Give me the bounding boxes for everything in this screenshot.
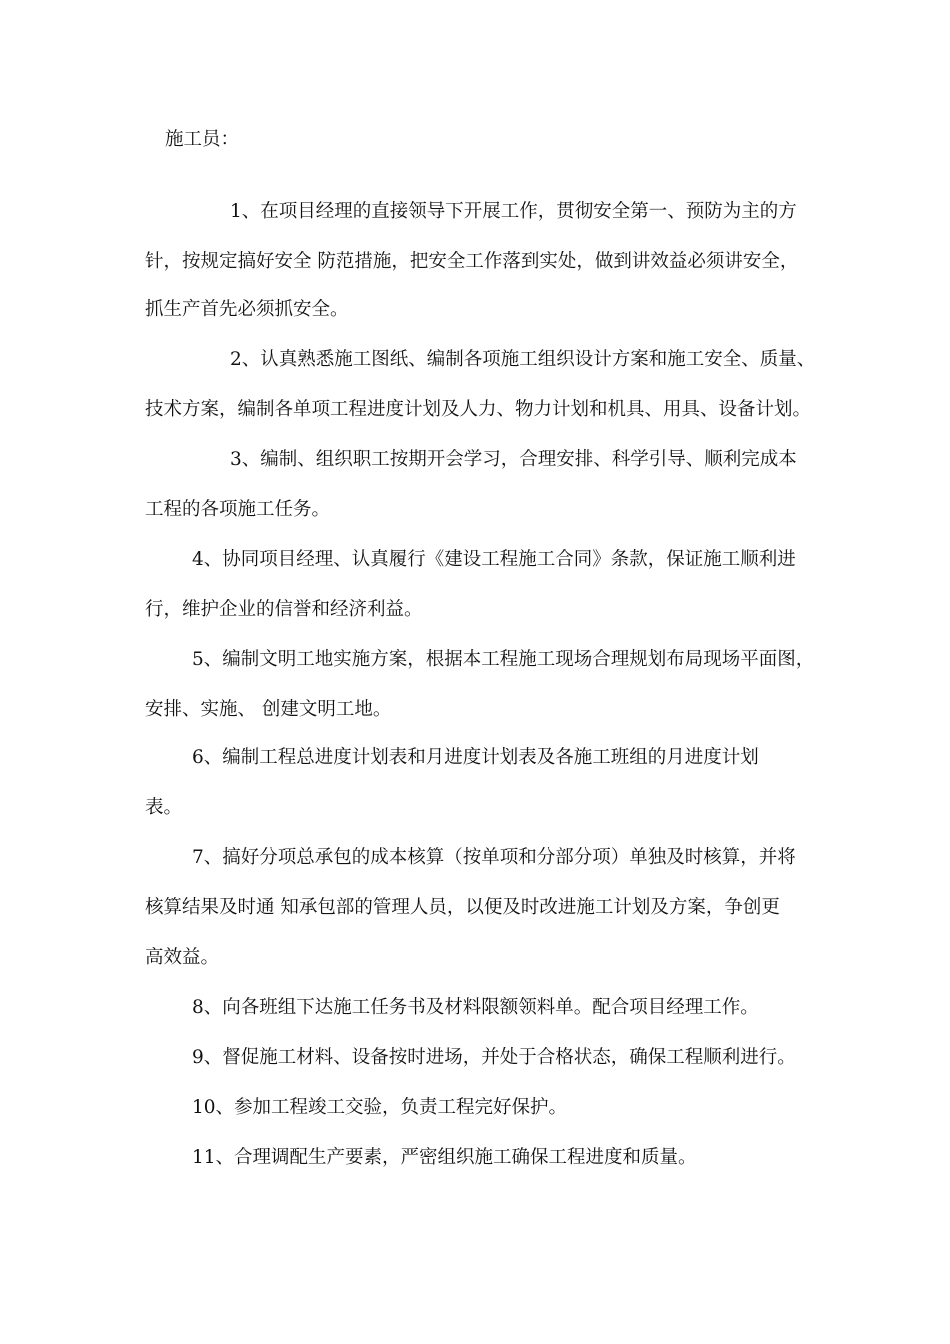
paragraph-4-line-1: 4、协同项目经理、认真履行《建设工程施工合同》条款，保证施工顺利进: [192, 549, 796, 570]
paragraph-7-line-2: 核算结果及时通 知承包部的管理人员，以便及时改进施工计划及方案，争创更: [145, 897, 780, 918]
document-title: 施工员：: [165, 129, 240, 150]
paragraph-5-line-2: 安排、实施、 创建文明工地。: [145, 699, 392, 720]
paragraph-10-line-1: 10、参加工程竣工交验，负责工程完好保护。: [192, 1097, 568, 1118]
paragraph-7-line-1: 7、搞好分项总承包的成本核算（按单项和分部分项）单独及时核算，并将: [192, 847, 796, 868]
paragraph-8-line-1: 8、向各班组下达施工任务书及材料限额领料单。配合项目经理工作。: [192, 997, 759, 1018]
paragraph-1-line-3: 抓生产首先必须抓安全。: [145, 299, 349, 320]
paragraph-7-line-3: 高效益。: [145, 947, 220, 968]
paragraph-3-line-1: 3、编制、组织职工按期开会学习，合理安排、科学引导、顺利完成本: [230, 449, 797, 470]
paragraph-11-line-1: 11、合理调配生产要素，严密组织施工确保工程进度和质量。: [192, 1147, 697, 1168]
paragraph-1-line-2: 针，按规定搞好安全 防范措施，把安全工作落到实处，做到讲效益必须讲安全，: [145, 251, 799, 272]
paragraph-5-line-1: 5、编制文明工地实施方案，根据本工程施工现场合理规划布局现场平面图，: [192, 649, 815, 670]
paragraph-3-line-2: 工程的各项施工任务。: [145, 499, 331, 520]
paragraph-6-line-2: 表。: [145, 797, 183, 818]
paragraph-9-line-1: 9、督促施工材料、设备按时进场，并处于合格状态，确保工程顺利进行。: [192, 1047, 796, 1068]
paragraph-2-line-2: 技术方案，编制各单项工程进度计划及人力、物力计划和机具、用具、设备计划。: [145, 399, 812, 420]
paragraph-1-line-1: 1、在项目经理的直接领导下开展工作，贯彻安全第一、预防为主的方: [230, 201, 797, 222]
paragraph-2-line-1: 2、认真熟悉施工图纸、编制各项施工组织设计方案和施工安全、质量、: [230, 349, 816, 370]
paragraph-6-line-1: 6、编制工程总进度计划表和月进度计划表及各施工班组的月进度计划: [192, 747, 759, 768]
paragraph-4-line-2: 行，维护企业的信誉和经济利益。: [145, 599, 423, 620]
